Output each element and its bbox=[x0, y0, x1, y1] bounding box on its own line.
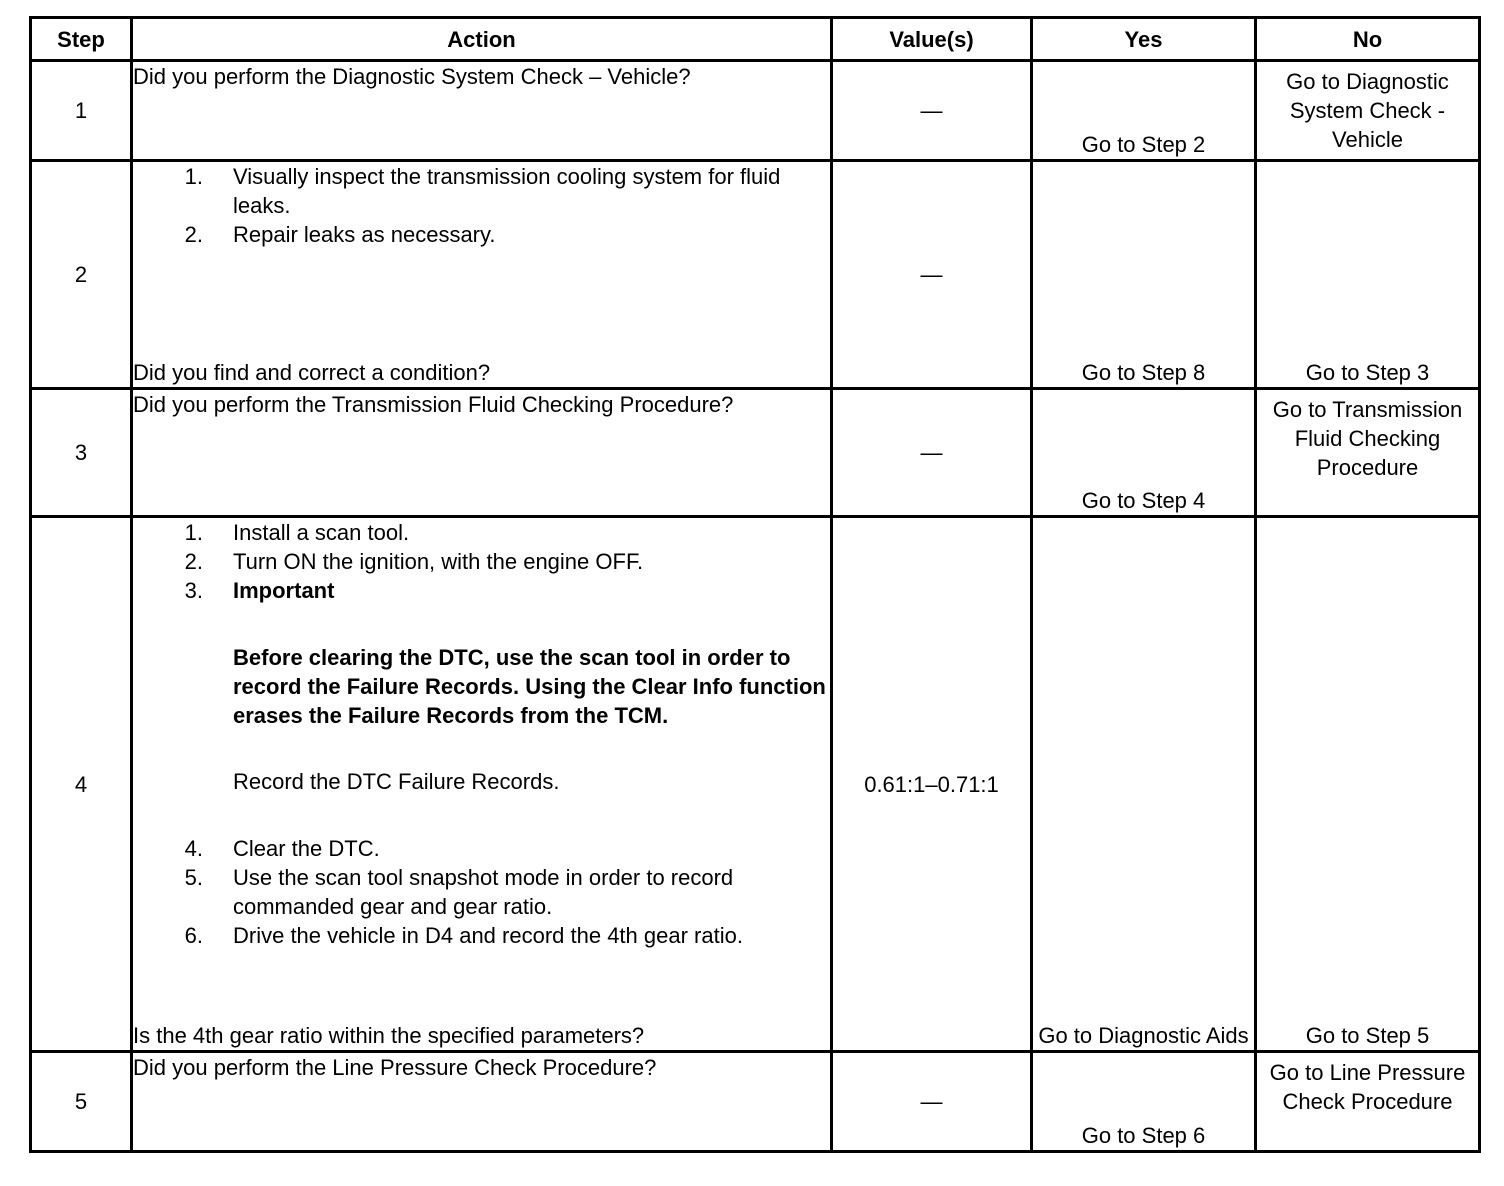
step-number: 2 bbox=[31, 161, 132, 389]
step-number: 5 bbox=[31, 1052, 132, 1152]
step-number: 3 bbox=[31, 389, 132, 517]
item-text: Repair leaks as necessary. bbox=[233, 222, 496, 247]
item-number: 5. bbox=[184, 865, 203, 890]
yes-cell: Go to Step 8 bbox=[1032, 161, 1256, 389]
item-text: Use the scan tool snapshot mode in order to record commanded gear and gear ratio. bbox=[233, 865, 734, 919]
list-item bbox=[133, 220, 830, 249]
no-cell: Go to Step 3 bbox=[1256, 161, 1480, 389]
value-cell: 0.61:1–0.71:1 bbox=[832, 517, 1032, 1052]
item-text: Visually inspect the transmission cooling system for fluid leaks. bbox=[233, 164, 781, 218]
header-value: Value(s) bbox=[832, 18, 1032, 61]
table-row bbox=[31, 1052, 1480, 1152]
action-question: Is the 4th gear ratio within the specified parameters? bbox=[133, 1023, 645, 1048]
diagnostic-table bbox=[29, 16, 1481, 1153]
action-question: Did you find and correct a condition? bbox=[133, 360, 491, 385]
list-item bbox=[133, 162, 830, 220]
important-note: Before clearing the DTC, use the scan tool in order to record the Failure Records. Using the Clear Info function erases the Failure Records from the TCM. bbox=[233, 645, 826, 728]
list-item bbox=[133, 547, 830, 576]
item-text: Clear the DTC. bbox=[233, 836, 380, 861]
header-no: No bbox=[1256, 18, 1480, 61]
item-number: 1. bbox=[184, 164, 203, 189]
item-number: 1. bbox=[184, 520, 203, 545]
header-action: Action bbox=[132, 18, 832, 61]
important-heading: Important bbox=[233, 578, 335, 603]
header-yes: Yes bbox=[1032, 18, 1256, 61]
action-cell bbox=[132, 61, 832, 161]
table-row bbox=[31, 161, 1480, 389]
value-cell: — bbox=[832, 389, 1032, 517]
action-question: Did you perform the Transmission Fluid Checking Procedure? bbox=[133, 392, 734, 417]
yes-cell: Go to Step 2 bbox=[1032, 61, 1256, 161]
important-block bbox=[233, 576, 830, 834]
record-text: Record the DTC Failure Records. bbox=[233, 769, 560, 794]
item-number: 6. bbox=[184, 923, 203, 948]
item-text: Turn ON the ignition, with the engine OFF. bbox=[233, 549, 644, 574]
no-cell: Go to Transmission Fluid Checking Procedure bbox=[1256, 389, 1480, 517]
list-item bbox=[133, 576, 830, 834]
step-number: 1 bbox=[31, 61, 132, 161]
header-step: Step bbox=[31, 18, 132, 61]
no-cell: Go to Diagnostic System Check - Vehicle bbox=[1256, 61, 1480, 161]
item-number: 3. bbox=[184, 578, 203, 603]
list-item bbox=[133, 921, 830, 950]
list-item bbox=[133, 863, 830, 921]
action-cell bbox=[132, 517, 832, 1052]
header-row bbox=[31, 18, 1480, 61]
step-number: 4 bbox=[31, 517, 132, 1052]
value-cell: — bbox=[832, 1052, 1032, 1152]
action-cell bbox=[132, 1052, 832, 1152]
yes-cell: Go to Step 4 bbox=[1032, 389, 1256, 517]
item-text: Drive the vehicle in D4 and record the 4th gear ratio. bbox=[233, 923, 743, 948]
table-row bbox=[31, 517, 1480, 1052]
action-cell bbox=[132, 389, 832, 517]
action-steps bbox=[133, 162, 830, 249]
value-cell: — bbox=[832, 161, 1032, 389]
action-question: Did you perform the Line Pressure Check Procedure? bbox=[133, 1055, 657, 1080]
table-row bbox=[31, 389, 1480, 517]
action-question: Did you perform the Diagnostic System Check – Vehicle? bbox=[133, 64, 691, 89]
yes-cell: Go to Step 6 bbox=[1032, 1052, 1256, 1152]
yes-cell: Go to Diagnostic Aids bbox=[1032, 517, 1256, 1052]
action-cell bbox=[132, 161, 832, 389]
item-number: 2. bbox=[184, 549, 203, 574]
value-cell: — bbox=[832, 61, 1032, 161]
no-cell: Go to Step 5 bbox=[1256, 517, 1480, 1052]
list-item bbox=[133, 518, 830, 547]
table-row bbox=[31, 61, 1480, 161]
item-number: 2. bbox=[184, 222, 203, 247]
list-item bbox=[133, 834, 830, 863]
no-cell: Go to Line Pressure Check Procedure bbox=[1256, 1052, 1480, 1152]
action-steps bbox=[133, 518, 830, 950]
item-number: 4. bbox=[184, 836, 203, 861]
item-text: Install a scan tool. bbox=[233, 520, 410, 545]
